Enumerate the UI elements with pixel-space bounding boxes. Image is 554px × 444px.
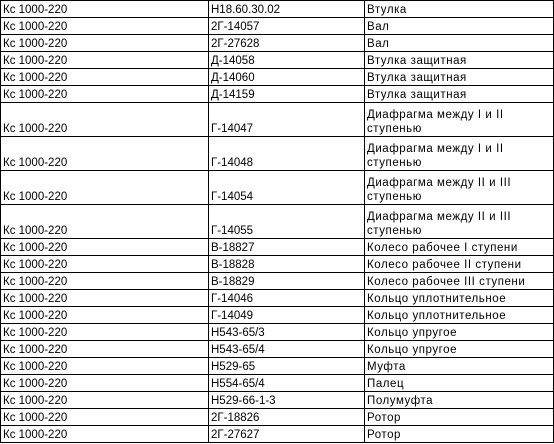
cell-code[interactable]: В-18829: [209, 273, 365, 290]
cell-code[interactable]: Н529-66-1-3: [209, 392, 365, 409]
cell-code[interactable]: Г-14047: [209, 103, 365, 137]
cell-name[interactable]: Вал: [365, 35, 554, 52]
table-row[interactable]: [1, 426, 554, 443]
cell-name[interactable]: Втулка защитная: [365, 52, 554, 69]
cell-model[interactable]: Кс 1000-220: [1, 103, 209, 137]
table-row[interactable]: [1, 290, 554, 307]
cell-code[interactable]: 2Г-27628: [209, 35, 365, 52]
cell-name[interactable]: Ротор: [365, 409, 554, 426]
cell-code[interactable]: Н554-65/4: [209, 375, 365, 392]
table-row[interactable]: [1, 69, 554, 86]
table-row[interactable]: [1, 358, 554, 375]
cell-code[interactable]: Н543-65/3: [209, 324, 365, 341]
cell-model[interactable]: Кс 1000-220: [1, 205, 209, 239]
cell-code[interactable]: Г-14046: [209, 290, 365, 307]
table-row[interactable]: [1, 103, 554, 137]
cell-model[interactable]: Кс 1000-220: [1, 409, 209, 426]
cell-name[interactable]: Втулка защитная: [365, 69, 554, 86]
cell-model[interactable]: Кс 1000-220: [1, 392, 209, 409]
table-row[interactable]: [1, 137, 554, 171]
cell-name[interactable]: Муфта: [365, 358, 554, 375]
table-row[interactable]: [1, 341, 554, 358]
cell-code[interactable]: Д-14159: [209, 86, 365, 103]
cell-code[interactable]: В-18827: [209, 239, 365, 256]
table-row[interactable]: [1, 324, 554, 341]
cell-model[interactable]: Кс 1000-220: [1, 171, 209, 205]
cell-name[interactable]: Вал: [365, 18, 554, 35]
cell-model[interactable]: Кс 1000-220: [1, 307, 209, 324]
cell-name[interactable]: Диафрагма между II и III ступенью: [365, 171, 554, 205]
cell-name[interactable]: Кольцо упругое: [365, 324, 554, 341]
cell-code[interactable]: Д-14058: [209, 52, 365, 69]
table-row[interactable]: [1, 409, 554, 426]
cell-model[interactable]: Кс 1000-220: [1, 1, 209, 18]
cell-name[interactable]: Полумуфта: [365, 392, 554, 409]
cell-code[interactable]: Г-14054: [209, 171, 365, 205]
cell-code[interactable]: 2Г-18826: [209, 409, 365, 426]
cell-model[interactable]: Кс 1000-220: [1, 35, 209, 52]
table-row[interactable]: [1, 256, 554, 273]
cell-code[interactable]: 2Г-14057: [209, 18, 365, 35]
cell-name[interactable]: Колесо рабочее II ступени: [365, 256, 554, 273]
table-row[interactable]: [1, 1, 554, 18]
table-row[interactable]: [1, 35, 554, 52]
cell-name[interactable]: Кольцо уплотнительное: [365, 290, 554, 307]
cell-code[interactable]: 2Г-27627: [209, 426, 365, 443]
table-row[interactable]: [1, 52, 554, 69]
cell-model[interactable]: Кс 1000-220: [1, 137, 209, 171]
cell-model[interactable]: Кс 1000-220: [1, 341, 209, 358]
cell-code[interactable]: Г-14049: [209, 307, 365, 324]
cell-model[interactable]: Кс 1000-220: [1, 426, 209, 443]
table-row[interactable]: [1, 18, 554, 35]
table-row[interactable]: [1, 86, 554, 103]
table-row[interactable]: [1, 171, 554, 205]
cell-code[interactable]: Н18.60.30.02: [209, 1, 365, 18]
cell-code[interactable]: В-18828: [209, 256, 365, 273]
cell-name[interactable]: Втулка защитная: [365, 86, 554, 103]
cell-model[interactable]: Кс 1000-220: [1, 69, 209, 86]
cell-model[interactable]: Кс 1000-220: [1, 358, 209, 375]
cell-model[interactable]: Кс 1000-220: [1, 239, 209, 256]
cell-name[interactable]: Диафрагма между I и II ступенью: [365, 103, 554, 137]
cell-code[interactable]: Н529-65: [209, 358, 365, 375]
cell-name[interactable]: Ротор: [365, 426, 554, 443]
cell-model[interactable]: Кс 1000-220: [1, 256, 209, 273]
cell-code[interactable]: Г-14055: [209, 205, 365, 239]
cell-name[interactable]: Колесо рабочее I ступени: [365, 239, 554, 256]
cell-code[interactable]: Д-14060: [209, 69, 365, 86]
cell-name[interactable]: Палец: [365, 375, 554, 392]
table-row[interactable]: [1, 273, 554, 290]
table-row[interactable]: [1, 307, 554, 324]
cell-name[interactable]: Диафрагма между II и III ступенью: [365, 205, 554, 239]
table-row[interactable]: [1, 239, 554, 256]
cell-code[interactable]: Н543-65/4: [209, 341, 365, 358]
cell-name[interactable]: Кольцо уплотнительное: [365, 307, 554, 324]
cell-name[interactable]: Втулка: [365, 1, 554, 18]
table-row[interactable]: [1, 392, 554, 409]
cell-name[interactable]: Диафрагма между I и II ступенью: [365, 137, 554, 171]
cell-model[interactable]: Кс 1000-220: [1, 18, 209, 35]
cell-code[interactable]: Г-14048: [209, 137, 365, 171]
cell-model[interactable]: Кс 1000-220: [1, 324, 209, 341]
cell-name[interactable]: Кольцо упругое: [365, 341, 554, 358]
cell-model[interactable]: Кс 1000-220: [1, 86, 209, 103]
cell-model[interactable]: Кс 1000-220: [1, 375, 209, 392]
parts-table-body: [1, 1, 554, 443]
cell-name[interactable]: Колесо рабочее III ступени: [365, 273, 554, 290]
cell-model[interactable]: Кс 1000-220: [1, 290, 209, 307]
table-row[interactable]: [1, 205, 554, 239]
table-row[interactable]: [1, 375, 554, 392]
cell-model[interactable]: Кс 1000-220: [1, 273, 209, 290]
cell-model[interactable]: Кс 1000-220: [1, 52, 209, 69]
